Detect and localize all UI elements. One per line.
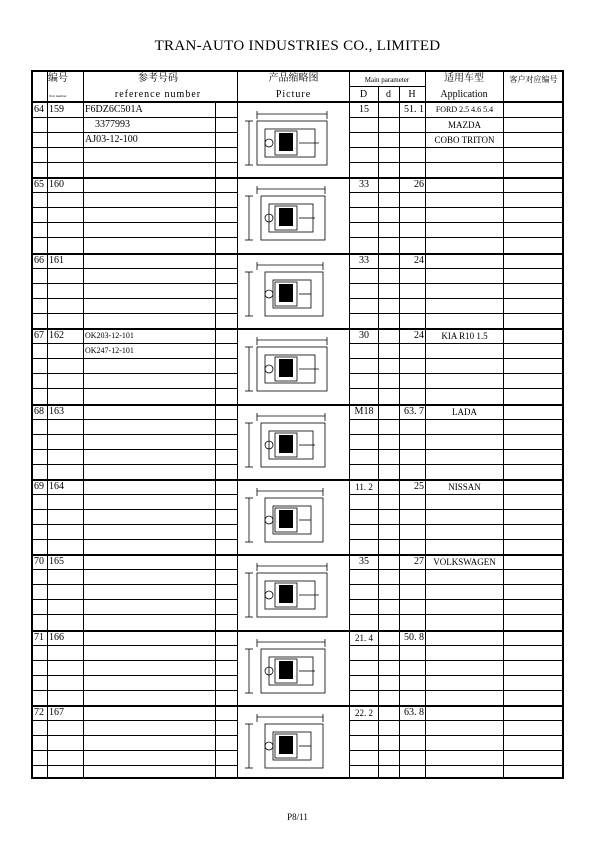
seal-drawing-icon bbox=[239, 407, 347, 477]
grid-line bbox=[349, 207, 562, 208]
param-d: 21. 4 bbox=[355, 632, 373, 643]
param-d: 30 bbox=[359, 330, 369, 342]
page-number: P8/11 bbox=[287, 812, 308, 822]
reference-number: 3377993 bbox=[95, 119, 130, 130]
grid-line bbox=[349, 614, 562, 615]
grid-line bbox=[349, 750, 562, 751]
param-d: 22. 2 bbox=[355, 708, 373, 719]
application: VOLKSWAGEN bbox=[433, 557, 496, 568]
grid-line bbox=[33, 449, 237, 450]
param-d: 33 bbox=[359, 179, 369, 191]
header-small-d: d bbox=[386, 89, 391, 100]
grid-line bbox=[33, 705, 562, 707]
seal-drawing-icon bbox=[239, 708, 347, 778]
param-h: 27 bbox=[414, 556, 424, 568]
grid-line bbox=[33, 207, 237, 208]
application: FORD 2.5 4.6 5.4 bbox=[435, 105, 494, 114]
header-main-parameter: Main parameter bbox=[364, 76, 410, 84]
item-number: 69 bbox=[34, 481, 44, 492]
reference-number: OK247-12-101 bbox=[85, 346, 134, 356]
grid-line bbox=[349, 660, 562, 661]
reference-number: F6DZ6C501A bbox=[85, 104, 143, 115]
grid-line bbox=[33, 147, 237, 148]
grid-line bbox=[349, 298, 562, 299]
part-number: 161 bbox=[49, 254, 64, 266]
grid-line bbox=[33, 101, 562, 103]
param-h: 26 bbox=[414, 179, 424, 191]
param-h: 24 bbox=[414, 254, 424, 266]
grid-line bbox=[33, 524, 237, 525]
grid-line bbox=[349, 584, 562, 585]
grid-line bbox=[33, 645, 237, 646]
seal-drawing-icon bbox=[239, 331, 347, 401]
grid-line bbox=[33, 162, 237, 163]
grid-line bbox=[349, 117, 562, 118]
header-application-cn: 适用车型 bbox=[444, 73, 484, 84]
grid-line bbox=[349, 373, 562, 374]
application: LADA bbox=[452, 406, 477, 417]
grid-line bbox=[33, 313, 237, 314]
header-d: D bbox=[359, 89, 368, 100]
grid-line bbox=[378, 86, 379, 777]
grid-line bbox=[349, 313, 562, 314]
item-number: 64 bbox=[34, 104, 44, 115]
grid-line bbox=[349, 237, 562, 238]
part-number: 166 bbox=[49, 631, 64, 643]
grid-line bbox=[349, 192, 562, 193]
param-h: 50. 8 bbox=[404, 631, 424, 643]
grid-line bbox=[349, 343, 562, 344]
header-number-cn: 编号 bbox=[48, 73, 68, 84]
application: KIA R10 1.5 bbox=[441, 331, 488, 342]
seal-drawing-icon bbox=[239, 482, 347, 552]
grid-line bbox=[349, 675, 562, 676]
param-h: 63. 8 bbox=[404, 707, 424, 719]
grid-line bbox=[33, 569, 237, 570]
grid-line bbox=[33, 464, 237, 465]
grid-line bbox=[33, 343, 237, 344]
seal-drawing-icon bbox=[239, 105, 347, 175]
header-h: H bbox=[408, 89, 416, 100]
grid-line bbox=[33, 750, 237, 751]
grid-line bbox=[349, 494, 562, 495]
part-number: 163 bbox=[49, 405, 64, 417]
item-number: 66 bbox=[34, 254, 44, 266]
grid-line bbox=[33, 419, 237, 420]
grid-line bbox=[349, 358, 562, 359]
grid-line bbox=[349, 539, 562, 540]
grid-line bbox=[349, 599, 562, 600]
param-d: M18 bbox=[354, 405, 374, 417]
grid-line bbox=[33, 614, 237, 615]
grid-line bbox=[33, 177, 562, 179]
catalog-table bbox=[31, 70, 564, 779]
seal-drawing-icon bbox=[239, 633, 347, 703]
application: NISSAN bbox=[448, 482, 481, 492]
grid-line bbox=[349, 509, 562, 510]
part-number: 164 bbox=[49, 481, 64, 492]
grid-line bbox=[33, 388, 237, 389]
grid-line bbox=[33, 494, 237, 495]
grid-line bbox=[349, 720, 562, 721]
document-title: TRAN-AUTO INDUSTRIES CO., LIMITED bbox=[154, 38, 441, 54]
grid-line bbox=[33, 675, 237, 676]
item-number: 68 bbox=[34, 405, 44, 417]
grid-line bbox=[33, 630, 562, 632]
part-number: 167 bbox=[49, 707, 64, 719]
grid-line bbox=[349, 132, 562, 133]
param-d: 35 bbox=[359, 556, 369, 568]
grid-line bbox=[33, 283, 237, 284]
grid-line bbox=[349, 283, 562, 284]
grid-line bbox=[349, 162, 562, 163]
param-d: 33 bbox=[359, 254, 369, 266]
param-h: 51. 1 bbox=[404, 104, 424, 115]
item-number: 72 bbox=[34, 707, 44, 719]
header-picture-cn: 产品缩略图 bbox=[268, 73, 319, 84]
grid-line bbox=[33, 253, 562, 255]
item-number: 67 bbox=[34, 330, 44, 342]
grid-line bbox=[349, 464, 562, 465]
grid-line bbox=[349, 86, 425, 87]
grid-line bbox=[33, 192, 237, 193]
param-h: 63. 7 bbox=[404, 405, 424, 417]
grid-line bbox=[349, 690, 562, 691]
grid-line bbox=[349, 569, 562, 570]
grid-line bbox=[349, 434, 562, 435]
part-number: 159 bbox=[49, 104, 64, 115]
seal-drawing-icon bbox=[239, 256, 347, 326]
reference-number: AJ03-12-100 bbox=[85, 134, 138, 145]
grid-line bbox=[349, 222, 562, 223]
grid-line bbox=[349, 147, 562, 148]
grid-line bbox=[33, 660, 237, 661]
header-application-en: Application bbox=[440, 89, 488, 100]
grid-line bbox=[33, 584, 237, 585]
item-number: 70 bbox=[34, 556, 44, 568]
grid-line bbox=[33, 690, 237, 691]
param-h: 24 bbox=[414, 330, 424, 342]
part-number: 162 bbox=[49, 330, 64, 342]
param-h: 25 bbox=[414, 481, 424, 492]
header-customer-number: 客户对应编号 bbox=[509, 75, 558, 84]
grid-line bbox=[349, 268, 562, 269]
application: MAZDA bbox=[448, 120, 481, 130]
grid-line bbox=[33, 720, 237, 721]
grid-line bbox=[349, 524, 562, 525]
header-number-en: Part number bbox=[49, 94, 67, 98]
grid-line bbox=[349, 645, 562, 646]
item-number: 71 bbox=[34, 631, 44, 643]
seal-drawing-icon bbox=[239, 557, 347, 627]
grid-line bbox=[33, 358, 237, 359]
grid-line bbox=[349, 388, 562, 389]
param-d: 15 bbox=[359, 104, 369, 115]
grid-line bbox=[33, 117, 237, 118]
grid-line bbox=[349, 735, 562, 736]
header-reference-en: reference number bbox=[114, 89, 202, 100]
grid-line bbox=[33, 132, 237, 133]
reference-number: OK203-12-101 bbox=[85, 331, 134, 341]
grid-line bbox=[33, 599, 237, 600]
application: COBO TRITON bbox=[434, 135, 495, 145]
grid-line bbox=[33, 765, 237, 766]
grid-line bbox=[349, 419, 562, 420]
grid-line bbox=[33, 373, 237, 374]
part-number: 165 bbox=[49, 556, 64, 568]
grid-line bbox=[33, 268, 237, 269]
grid-line bbox=[349, 765, 562, 766]
grid-line bbox=[33, 539, 237, 540]
grid-line bbox=[33, 509, 237, 510]
param-d: 11. 2 bbox=[355, 482, 373, 492]
grid-line bbox=[33, 298, 237, 299]
seal-drawing-icon bbox=[239, 180, 347, 250]
grid-line bbox=[349, 449, 562, 450]
header-reference-cn: 参考号码 bbox=[138, 73, 178, 84]
part-number: 160 bbox=[49, 179, 64, 191]
grid-line bbox=[33, 237, 237, 238]
grid-line bbox=[33, 434, 237, 435]
grid-line bbox=[33, 222, 237, 223]
grid-line bbox=[33, 735, 237, 736]
item-number: 65 bbox=[34, 179, 44, 191]
header-picture-en: Picture bbox=[275, 89, 312, 100]
